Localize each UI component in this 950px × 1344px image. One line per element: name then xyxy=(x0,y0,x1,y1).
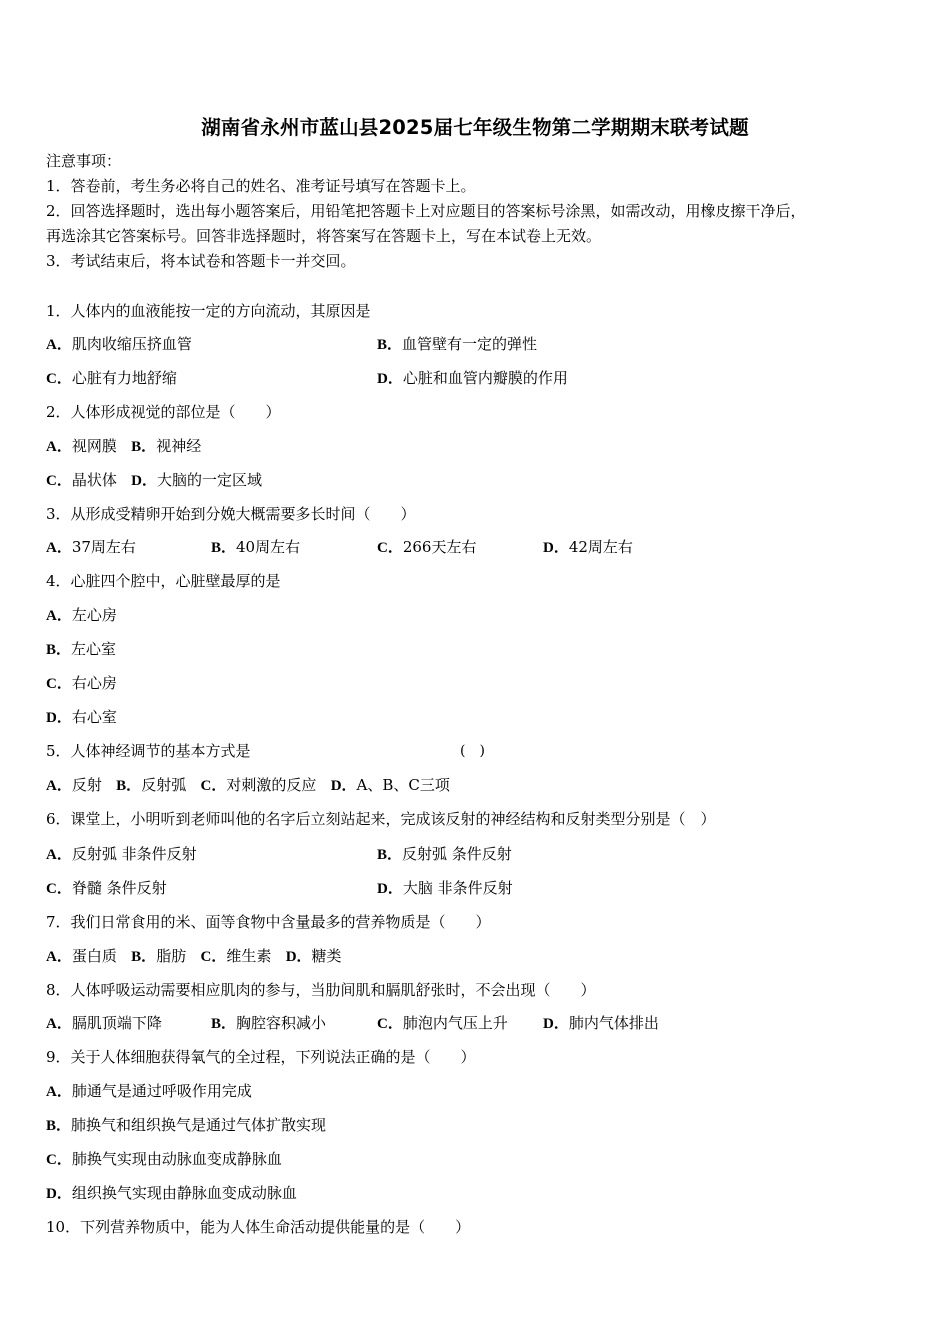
q2-options-ab xyxy=(46,436,201,457)
option-text: 肌肉收缩压挤血管 xyxy=(71,335,192,353)
option-letter: B． xyxy=(377,847,403,863)
note-2b: 再选涂其它答案标号。回答非选择题时，将答案写在答题卡上，写在本试卷上无效。 xyxy=(46,227,602,245)
option-letter: D． xyxy=(131,473,158,489)
option-text: A、B、C三项 xyxy=(356,776,450,794)
note-3: 3．考试结束后，将本试卷和答题卡一并交回。 xyxy=(46,252,356,270)
option-letter: A． xyxy=(46,439,72,455)
option-letter: B． xyxy=(131,949,157,965)
q6-option-b xyxy=(377,844,512,865)
option-text: 左心室 xyxy=(71,640,117,658)
option-letter: A． xyxy=(46,1016,72,1032)
q9-option-a xyxy=(46,1081,252,1102)
option-text: 视网膜 xyxy=(71,437,117,455)
q8-stem: 8．人体呼吸运动需要相应肌肉的参与，当肋间肌和膈肌舒张时，不会出现（ ） xyxy=(46,981,596,999)
q5-answer-paren: ( ) xyxy=(460,743,485,759)
option-text: 维生素 xyxy=(226,947,272,965)
option-letter: D． xyxy=(377,371,403,387)
option-letter: C． xyxy=(46,473,72,489)
q6-option-d xyxy=(377,878,513,899)
q2-stem: 2．人体形成视觉的部位是（ ） xyxy=(46,403,281,421)
note-2a: 2．回答选择题时，选出每小题答案后，用铅笔把答题卡上对应题目的答案标号涂黑，如需改动，用橡皮擦干净后， xyxy=(46,202,806,220)
q1-option-b xyxy=(377,334,537,355)
option-letter: C． xyxy=(377,1016,403,1032)
option-text: 脊髓 条件反射 xyxy=(71,879,167,897)
option-text: 40周左右 xyxy=(236,538,301,556)
q4-option-c xyxy=(46,673,117,694)
q9-stem: 9．关于人体细胞获得氧气的全过程，下列说法正确的是（ ） xyxy=(46,1048,476,1066)
q1-stem: 1．人体内的血液能按一定的方向流动，其原因是 xyxy=(46,302,371,320)
option-letter: A． xyxy=(46,1084,72,1100)
option-text: 大脑 非条件反射 xyxy=(402,879,513,897)
option-letter: D． xyxy=(46,710,72,726)
q6-option-c xyxy=(46,878,167,899)
option-text: 视神经 xyxy=(156,437,202,455)
option-letter: A． xyxy=(46,608,72,624)
q7-stem: 7．我们日常食用的米、面等食物中含量最多的营养物质是（ ） xyxy=(46,913,491,931)
option-text: 组织换气实现由静脉血变成动脉血 xyxy=(71,1184,297,1202)
option-letter: B． xyxy=(46,1118,72,1134)
option-letter: C． xyxy=(46,1152,72,1168)
option-letter: A． xyxy=(46,337,72,353)
q4-stem: 4．心脏四个腔中，心脏壁最厚的是 xyxy=(46,572,281,590)
option-letter: D． xyxy=(377,881,403,897)
q9-option-d xyxy=(46,1183,297,1204)
notes-heading: 注意事项： xyxy=(46,152,122,170)
q4-option-a xyxy=(46,605,117,626)
option-text: 37周左右 xyxy=(71,538,136,556)
q1-option-a xyxy=(46,334,192,355)
option-letter: C． xyxy=(46,676,72,692)
option-text: 晶状体 xyxy=(71,471,117,489)
option-text: 心脏和血管内瓣膜的作用 xyxy=(402,369,568,387)
q4-option-d xyxy=(46,707,117,728)
option-text: 右心房 xyxy=(71,674,117,692)
option-letter: D． xyxy=(46,1186,72,1202)
q3-option-b xyxy=(211,537,300,558)
option-text: 反射 xyxy=(71,776,102,794)
option-text: 对刺激的反应 xyxy=(226,776,317,794)
q8-option-b xyxy=(211,1013,326,1034)
note-1: 1．答卷前，考生务必将自己的姓名、准考证号填写在答题卡上。 xyxy=(46,177,476,195)
option-letter: C． xyxy=(200,778,227,794)
option-text: 肺内气体排出 xyxy=(568,1014,659,1032)
option-text: 266天左右 xyxy=(402,538,477,556)
option-text: 左心房 xyxy=(71,606,117,624)
q3-option-a xyxy=(46,537,136,558)
option-text: 肺换气和组织换气是通过气体扩散实现 xyxy=(71,1116,327,1134)
option-letter: D． xyxy=(543,1016,569,1032)
q4-option-b xyxy=(46,639,116,660)
q9-option-c xyxy=(46,1149,282,1170)
option-text: 右心室 xyxy=(71,708,117,726)
q9-option-b xyxy=(46,1115,326,1136)
option-letter: D． xyxy=(543,540,569,556)
q6-option-a xyxy=(46,844,197,865)
option-letter: B． xyxy=(211,540,237,556)
option-text: 反射弧 条件反射 xyxy=(402,845,512,863)
q8-option-d xyxy=(543,1013,659,1034)
option-letter: A． xyxy=(46,778,72,794)
q3-option-d xyxy=(543,537,633,558)
option-text: 心脏有力地舒缩 xyxy=(71,369,177,387)
option-text: 膈肌顶端下降 xyxy=(71,1014,162,1032)
q5-stem: 5．人体神经调节的基本方式是 xyxy=(46,742,251,760)
option-letter: B． xyxy=(131,439,157,455)
option-letter: B． xyxy=(211,1016,237,1032)
option-letter: A． xyxy=(46,949,72,965)
option-text: 肺换气实现由动脉血变成静脉血 xyxy=(71,1150,282,1168)
q8-option-c xyxy=(377,1013,508,1034)
option-text: 脂肪 xyxy=(156,947,187,965)
q2-options-cd xyxy=(46,470,262,491)
option-text: 反射弧 非条件反射 xyxy=(71,845,197,863)
q10-stem: 10．下列营养物质中，能为人体生命活动提供能量的是（ ） xyxy=(46,1218,471,1236)
q5-options xyxy=(46,775,450,796)
page-title: 湖南省永州市蓝山县2025届七年级生物第二学期期末联考试题 xyxy=(201,116,749,139)
q1-option-c xyxy=(46,368,177,389)
q3-option-c xyxy=(377,537,476,558)
option-letter: A． xyxy=(46,847,72,863)
option-text: 大脑的一定区域 xyxy=(157,471,263,489)
q6-stem: 6．课堂上，小明听到老师叫他的名字后立刻站起来，完成该反射的神经结构和反射类型分别是（ ） xyxy=(46,810,716,828)
option-letter: A． xyxy=(46,540,72,556)
q3-stem: 3．从形成受精卵开始到分娩大概需要多长时间（ ） xyxy=(46,505,416,523)
option-letter: D． xyxy=(285,949,312,965)
q1-option-d xyxy=(377,368,568,389)
option-letter: C． xyxy=(200,949,227,965)
q7-options xyxy=(46,946,342,967)
option-text: 42周左右 xyxy=(568,538,633,556)
option-letter: B． xyxy=(46,642,72,658)
option-text: 胸腔容积减小 xyxy=(236,1014,327,1032)
option-text: 糖类 xyxy=(311,947,342,965)
option-letter: C． xyxy=(46,371,72,387)
q8-option-a xyxy=(46,1013,162,1034)
option-text: 血管壁有一定的弹性 xyxy=(402,335,538,353)
option-letter: D． xyxy=(330,778,357,794)
option-letter: C． xyxy=(377,540,403,556)
option-text: 蛋白质 xyxy=(71,947,117,965)
option-letter: B． xyxy=(377,337,403,353)
option-letter: C． xyxy=(46,881,72,897)
option-letter: B． xyxy=(116,778,142,794)
option-text: 肺通气是通过呼吸作用完成 xyxy=(71,1082,252,1100)
option-text: 反射弧 xyxy=(141,776,187,794)
option-text: 肺泡内气压上升 xyxy=(402,1014,508,1032)
